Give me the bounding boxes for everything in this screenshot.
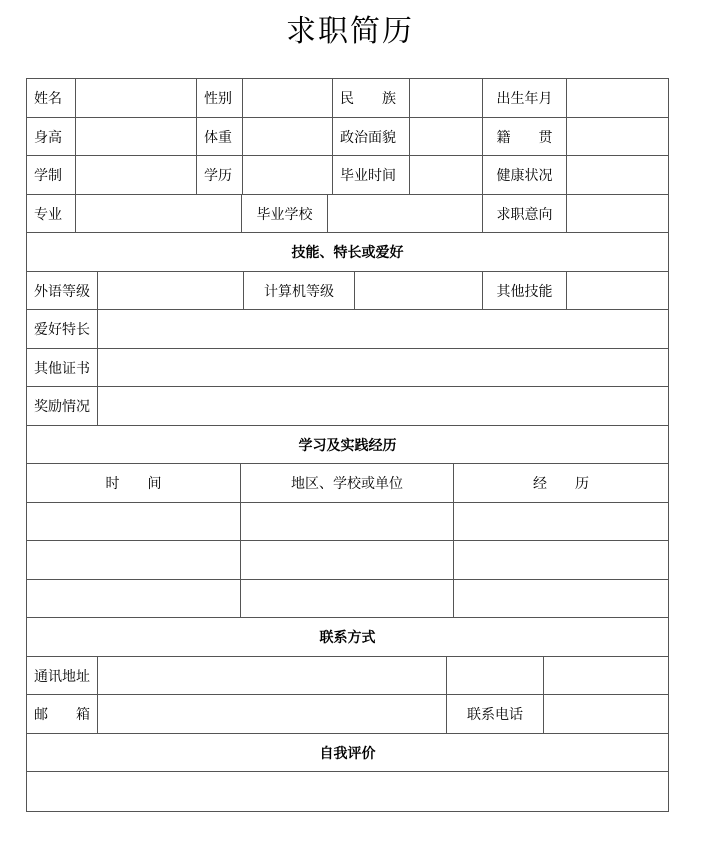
label-ethnicity: 民 族 xyxy=(333,79,410,118)
field-health[interactable] xyxy=(567,156,668,195)
field-major[interactable] xyxy=(76,195,242,233)
field-phone[interactable] xyxy=(544,695,668,734)
field-weight[interactable] xyxy=(243,118,333,156)
resume-form xyxy=(26,78,669,812)
label-education: 学历 xyxy=(197,156,243,195)
label-birth: 出生年月 xyxy=(483,79,567,118)
experience-header: 学习及实践经历 xyxy=(27,426,668,464)
field-language[interactable] xyxy=(98,272,244,310)
field-address[interactable] xyxy=(98,657,447,695)
label-address: 通讯地址 xyxy=(27,657,98,695)
label-origin: 籍 贯 xyxy=(483,118,567,156)
col-time: 时 间 xyxy=(27,464,241,503)
page-title: 求职简历 xyxy=(286,14,414,49)
field-ethnicity[interactable] xyxy=(410,79,483,118)
field-job-intent[interactable] xyxy=(567,195,668,233)
col-place: 地区、学校或单位 xyxy=(241,464,454,503)
field-political[interactable] xyxy=(410,118,483,156)
exp-row-1-time[interactable] xyxy=(27,503,241,541)
label-name: 姓名 xyxy=(27,79,76,118)
exp-row-1-detail[interactable] xyxy=(454,503,668,541)
exp-row-3-place[interactable] xyxy=(241,580,454,618)
label-political: 政治面貌 xyxy=(333,118,410,156)
contact-header: 联系方式 xyxy=(27,618,668,657)
exp-row-3-detail[interactable] xyxy=(454,580,668,618)
field-certificates[interactable] xyxy=(98,349,668,387)
exp-row-2-time[interactable] xyxy=(27,541,241,580)
field-awards[interactable] xyxy=(98,387,668,426)
label-hobbies: 爱好特长 xyxy=(27,310,98,349)
label-weight: 体重 xyxy=(197,118,243,156)
exp-row-2-place[interactable] xyxy=(241,541,454,580)
label-grad-school: 毕业学校 xyxy=(242,195,328,233)
exp-row-2-detail[interactable] xyxy=(454,541,668,580)
field-address-extra[interactable] xyxy=(447,657,544,695)
label-email: 邮 箱 xyxy=(27,695,98,734)
field-grad-school[interactable] xyxy=(328,195,483,233)
label-height: 身高 xyxy=(27,118,76,156)
label-major: 专业 xyxy=(27,195,76,233)
exp-row-1-place[interactable] xyxy=(241,503,454,541)
skills-header: 技能、特长或爱好 xyxy=(27,233,668,272)
label-health: 健康状况 xyxy=(483,156,567,195)
label-other-skills: 其他技能 xyxy=(483,272,567,310)
field-education[interactable] xyxy=(243,156,333,195)
field-name[interactable] xyxy=(76,79,197,118)
field-evaluation[interactable] xyxy=(27,772,668,811)
label-phone: 联系电话 xyxy=(447,695,544,734)
label-certificates: 其他证书 xyxy=(27,349,98,387)
field-computer[interactable] xyxy=(355,272,483,310)
field-other-skills[interactable] xyxy=(567,272,668,310)
evaluation-header: 自我评价 xyxy=(27,734,668,772)
label-computer: 计算机等级 xyxy=(244,272,355,310)
field-email[interactable] xyxy=(98,695,447,734)
field-grad-time[interactable] xyxy=(410,156,483,195)
field-birth[interactable] xyxy=(567,79,668,118)
col-experience: 经 历 xyxy=(454,464,668,503)
label-school-system: 学制 xyxy=(27,156,76,195)
field-address-extra-2[interactable] xyxy=(544,657,668,695)
field-school-system[interactable] xyxy=(76,156,197,195)
exp-row-3-time[interactable] xyxy=(27,580,241,618)
label-gender: 性别 xyxy=(197,79,243,118)
field-hobbies[interactable] xyxy=(98,310,668,349)
label-language: 外语等级 xyxy=(27,272,98,310)
label-job-intent: 求职意向 xyxy=(483,195,567,233)
field-origin[interactable] xyxy=(567,118,668,156)
field-height[interactable] xyxy=(76,118,197,156)
field-gender[interactable] xyxy=(243,79,333,118)
label-grad-time: 毕业时间 xyxy=(333,156,410,195)
label-awards: 奖励情况 xyxy=(27,387,98,426)
